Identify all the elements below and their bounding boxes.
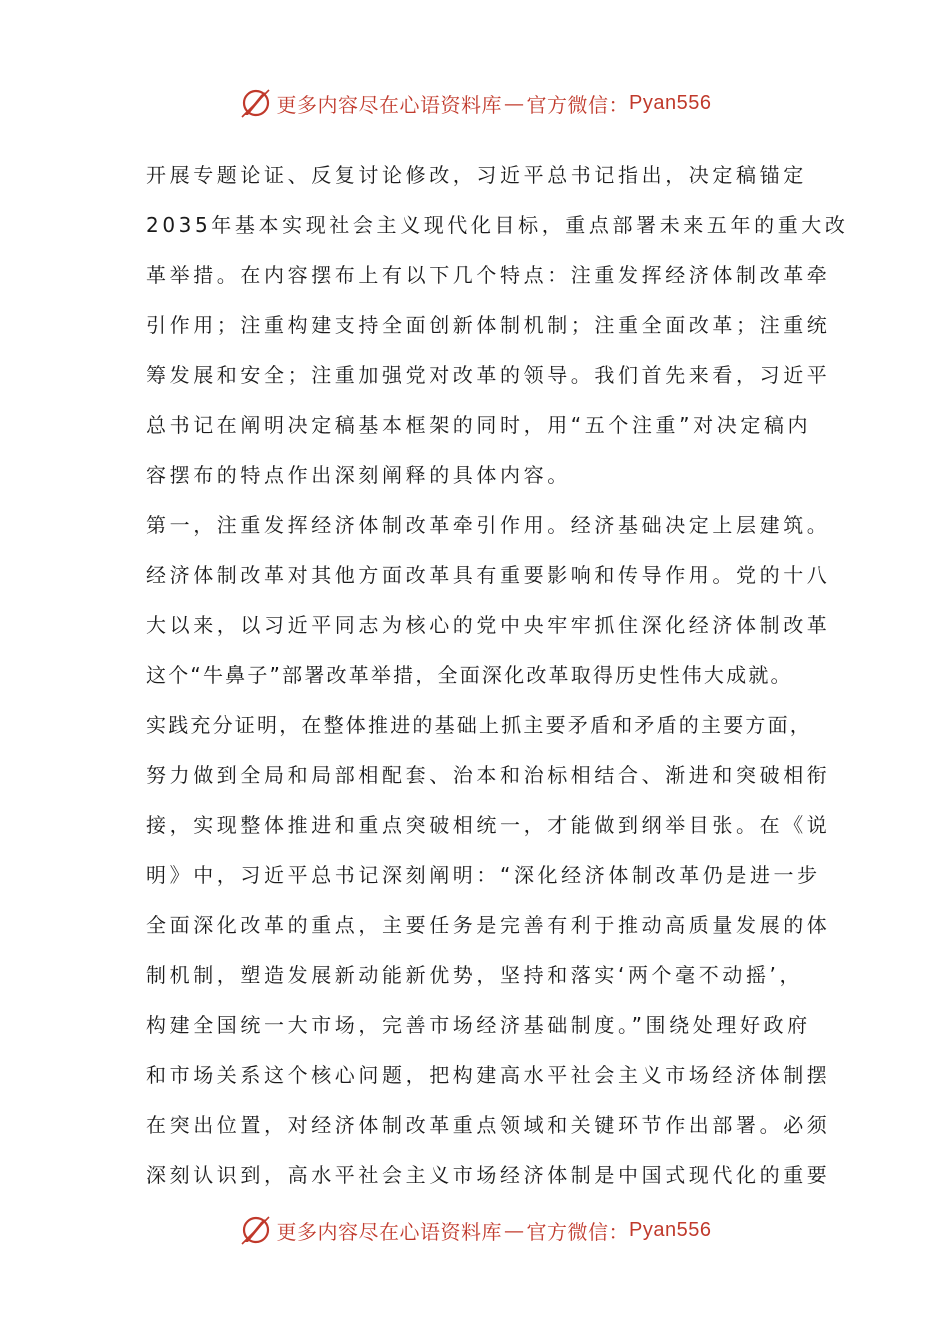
watermark-handle: Pyan556	[629, 1218, 712, 1241]
text-line: 深刻认识到，高水平社会主义市场经济体制是中国式现代化的重要	[146, 1163, 831, 1187]
text-line: 总书记在阐明决定稿基本框架的同时，用“五个注重”对决定稿内	[146, 413, 812, 437]
quill-logo-icon	[239, 86, 273, 120]
text-line: 构建全国统一大市场，完善市场经济基础制度。”围绕处理好政府	[146, 1013, 811, 1037]
header-watermark	[0, 83, 950, 123]
text-line: 第一，注重发挥经济体制改革牵引作用。经济基础决定上层建筑。	[146, 513, 831, 537]
text-line: 2035年基本实现社会主义现代化目标，重点部署未来五年的重大改	[146, 213, 849, 237]
footer-watermark	[0, 1210, 950, 1250]
text-line: 大以来，以习近平同志为核心的党中央牢牢抓住深化经济体制改革	[146, 613, 831, 637]
text-line: 筹发展和安全；注重加强党对改革的领导。我们首先来看，习近平	[146, 363, 831, 387]
quill-logo-icon	[239, 1213, 273, 1247]
text-line: 革举措。在内容摆布上有以下几个特点：注重发挥经济体制改革牵	[146, 263, 831, 287]
text-line: 和市场关系这个核心问题，把构建高水平社会主义市场经济体制摆	[146, 1063, 831, 1087]
text-line: 在突出位置，对经济体制改革重点领域和关键环节作出部署。必须	[146, 1113, 831, 1137]
text-line: 经济体制改革对其他方面改革具有重要影响和传导作用。党的十八	[146, 563, 831, 587]
text-line: 接，实现整体推进和重点突破相统一，才能做到纲举目张。在《说	[146, 813, 831, 837]
text-line: 全面深化改革的重点，主要任务是完善有利于推动高质量发展的体	[146, 913, 831, 937]
watermark-wechat-label: 官方微信：	[526, 1219, 630, 1244]
text-line: 容摆布的特点作出深刻阐释的具体内容。	[146, 463, 571, 487]
text-line: 开展专题论证、反复讨论修改，习近平总书记指出，决定稿锚定	[146, 163, 807, 187]
text-line: 努力做到全局和局部相配套、治本和治标相结合、渐进和突破相衔	[146, 763, 831, 787]
document-body	[146, 150, 849, 1200]
text-line: 这个“牛鼻子”部署改革举措，全面深化改革取得历史性伟大成就。	[146, 663, 793, 687]
watermark-wechat-label: 官方微信：	[526, 92, 630, 117]
text-line: 实践充分证明，在整体推进的基础上抓主要矛盾和矛盾的主要方面，	[146, 713, 812, 737]
watermark-handle: Pyan556	[629, 91, 712, 114]
watermark-dash: —	[504, 91, 525, 115]
text-line: 引作用；注重构建支持全面创新体制机制；注重全面改革；注重统	[146, 313, 831, 337]
watermark-text: 更多内容尽在心语资料库	[276, 92, 503, 117]
watermark-text: 更多内容尽在心语资料库	[276, 1219, 503, 1244]
watermark-dash: —	[504, 1218, 525, 1242]
text-line: 制机制，塑造发展新动能新优势，坚持和落实‘两个毫不动摇’，	[146, 963, 804, 987]
text-line: 明》中，习近平总书记深刻阐明：“深化经济体制改革仍是进一步	[146, 863, 821, 887]
